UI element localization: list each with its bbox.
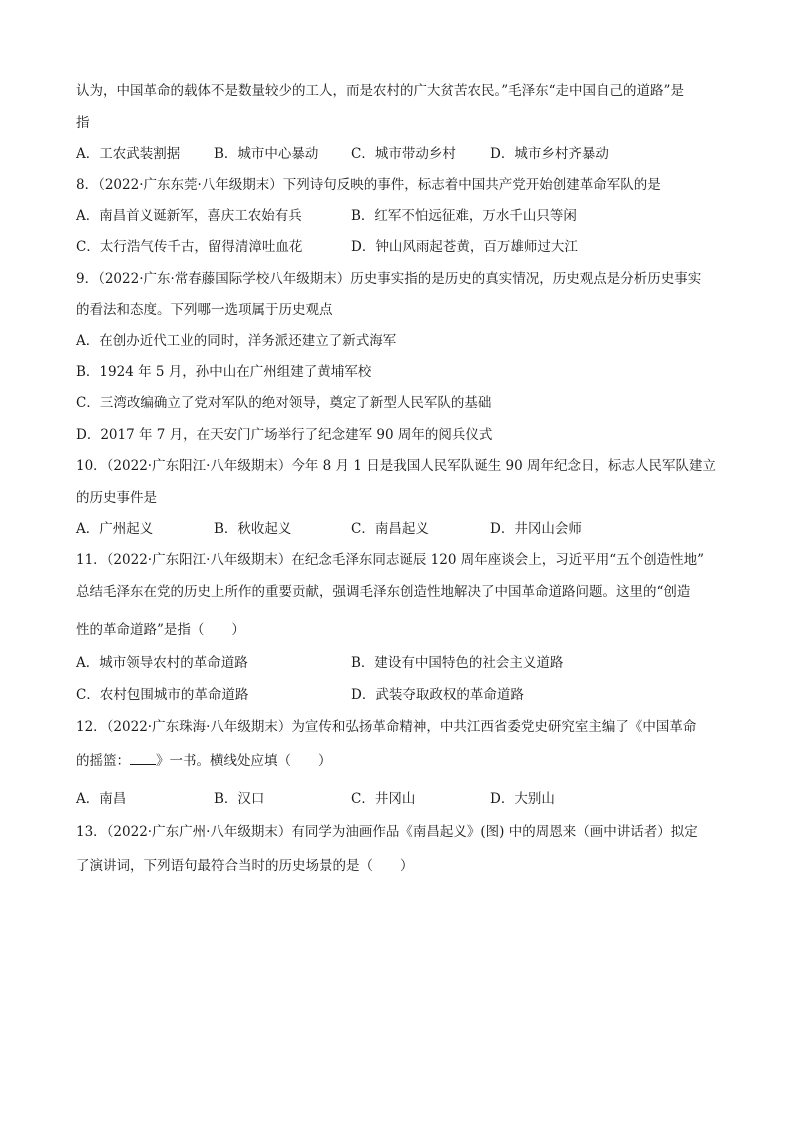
q12-option-c: C．井冈山 <box>351 791 416 807</box>
q11-stem-line2: 总结毛泽东在党的历史上所作的重要贡献，强调毛泽东创造性地解决了中国革命道路问题。这里的“创造 <box>76 584 691 600</box>
q11-stem-line1: 11．（2022·广东阳江·八年级期末）在纪念毛泽东同志诞辰 120 周年座谈会上，习近平用“五个创造性地” <box>76 552 705 568</box>
q12-stem-line2-post: 》一书。横线处应填（ ） <box>156 753 332 769</box>
q10-stem-line2: 的历史事件是 <box>76 490 157 506</box>
q12-stem-line1: 12．（2022·广东珠海·八年级期末）为宣传和弘扬革命精神，中共江西省委党史研究室主编了《中国革命 <box>76 719 697 735</box>
q7-option-c: C．城市带动乡村 <box>351 146 456 162</box>
q8-stem: 8．（2022·广东东莞·八年级期末）下列诗句反映的事件，标志着中国共产党开始创建革命军队的是 <box>76 177 661 193</box>
q9-stem-line1: 9．（2022·广东·常春藤国际学校八年级期末）历史事实指的是历史的真实情况，历史观点是分析历史事实 <box>76 271 702 287</box>
q7-option-a: A．工农武装割据 <box>76 146 181 162</box>
q13-stem-line1: 13．（2022·广东广州·八年级期末）有同学为油画作品《南昌起义》(图) 中的周恩来（画中讲话者）拟定 <box>76 824 698 840</box>
q11-stem-line3: 性的革命道路”是指（ ） <box>76 622 245 638</box>
q7-stem-line2: 指 <box>76 115 90 131</box>
q8-option-c: C．太行浩气传千古，留得清漳吐血花 <box>76 239 303 255</box>
q11-option-d: D．武装夺取政权的革命道路 <box>351 687 524 703</box>
q9-option-b: B．1924 年 5 月，孙中山在广州组建了黄埔军校 <box>76 364 372 380</box>
q9-option-a: A．在创办近代工业的同时，洋务派还建立了新式海军 <box>76 333 397 349</box>
q8-option-b: B．红军不怕远征难，万水千山只等闲 <box>351 208 577 224</box>
q9-option-c: C．三湾改编确立了党对军队的绝对领导，奠定了新型人民军队的基础 <box>76 395 492 411</box>
q7-stem-line1: 认为，中国革命的载体不是数量较少的工人，而是农村的广大贫苦农民。”毛泽东“走中国自己的道路”是 <box>76 83 684 99</box>
q11-option-a: A．城市领导农村的革命道路 <box>76 655 248 671</box>
q12-option-d: D．大别山 <box>490 791 555 807</box>
q12-option-b: B．汉口 <box>214 791 265 807</box>
q10-option-a: A．广州起义 <box>76 521 154 537</box>
q9-stem-line2: 的看法和态度。下列哪一选项属于历史观点 <box>76 302 333 318</box>
q12-option-a: A．南昌 <box>76 791 127 807</box>
q12-stem-line2 <box>76 752 332 770</box>
q8-option-d: D．钟山风雨起苍黄，百万雄师过大江 <box>351 239 578 255</box>
q10-option-d: D．井冈山会师 <box>490 521 582 537</box>
q11-option-b: B．建设有中国特色的社会主义道路 <box>351 655 564 671</box>
q10-option-c: C．南昌起义 <box>351 521 429 537</box>
q12-stem-line2-pre: 的摇篮： <box>76 753 130 769</box>
q7-option-b: B．城市中心暴动 <box>214 146 319 162</box>
q7-option-d: D．城市乡村齐暴动 <box>490 146 609 162</box>
q11-option-c: C．农村包围城市的革命道路 <box>76 687 249 703</box>
q9-option-d: D．2017 年 7 月，在天安门广场举行了纪念建军 90 周年的阅兵仪式 <box>76 427 493 443</box>
q10-option-b: B．秋收起义 <box>214 521 292 537</box>
q12-blank-underline <box>130 752 156 765</box>
q10-stem-line1: 10．（2022·广东阳江·八年级期末）今年 8 月 1 日是我国人民军队诞生 90 周年纪念日，标志人民军队建立 <box>76 458 716 474</box>
q13-stem-line2: 了演讲词，下列语句最符合当时的历史场景的是（ ） <box>76 858 414 874</box>
q8-option-a: A．南昌首义诞新军，喜庆工农始有兵 <box>76 208 302 224</box>
